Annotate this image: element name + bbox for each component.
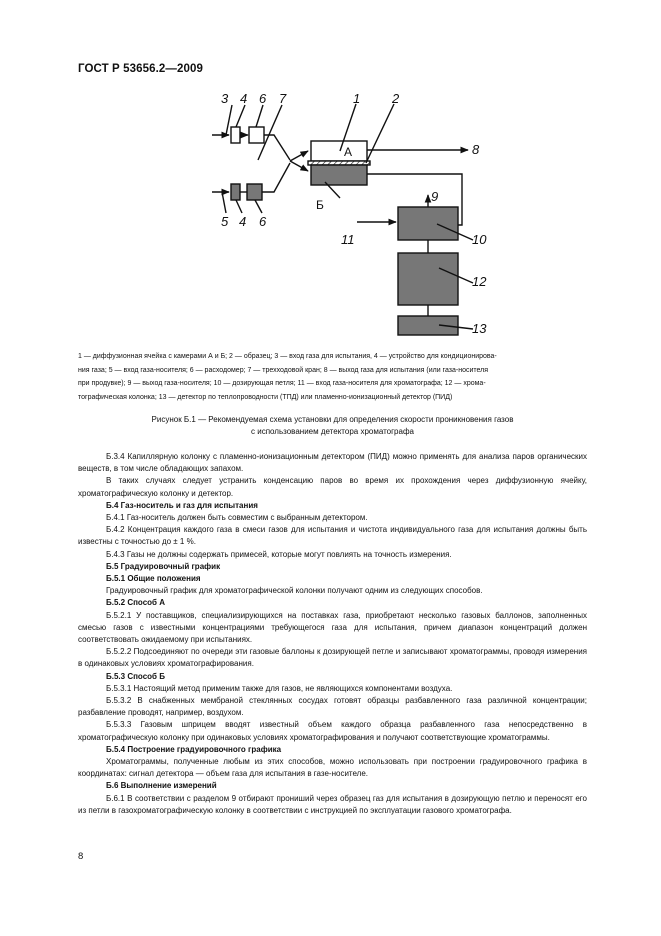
section-heading: Б.4 Газ-носитель и газ для испытания bbox=[106, 500, 258, 510]
section-heading: Б.5.1 Общие положения bbox=[106, 574, 201, 584]
flowmeter-top bbox=[249, 127, 264, 143]
conditioning-device-bottom bbox=[231, 184, 240, 200]
flowmeter-bottom bbox=[247, 184, 262, 200]
legend-line-4: тографическая колонка; 13 — детектор по теплопроводности (ТПД) или пламенно-ионизационный детектор (ПИД) bbox=[78, 393, 453, 401]
legend-line-3: при продувке); 9 — выход газа-носителя; 10 — дозирующая петля; 11 — вход газа-носителя для хроматографа; 12 — хрома- bbox=[78, 380, 486, 387]
section-heading: Б.6 Выполнение измерений bbox=[106, 781, 217, 791]
legend-line-1: 1 — диффузионная ячейка с камерами А и Б; 2 — образец; 3 — вход газа для испытания, 4 — устройство для кондиционирова- bbox=[78, 353, 497, 360]
label-7: 7 bbox=[279, 91, 287, 106]
label-2: 2 bbox=[392, 91, 400, 106]
section-heading: Б.5.2 Способ А bbox=[106, 598, 165, 608]
paragraph: В таких случаях следует устранить конденсацию паров во время их прохождения через диффузионную ячейку, хроматографическую колонку и детектор. bbox=[78, 476, 587, 498]
chamber-a-label: А bbox=[344, 145, 353, 159]
label-4-bottom: 4 bbox=[239, 214, 247, 229]
label-9: 9 bbox=[431, 189, 439, 204]
paragraph: Б.5.3.2 В снабженных мембраной стеклянных сосудах готовят образцы разбавленного газа различной концентрации; разбавление проводят, например, воздухом. bbox=[78, 696, 587, 718]
paragraph: Б.4.3 Газы не должны содержать примесей, которые могут повлиять на точность измерения. bbox=[106, 549, 452, 559]
label-4: 4 bbox=[240, 91, 248, 106]
conditioning-device-top bbox=[231, 127, 240, 143]
paragraph: Б.5.3.1 Настоящий метод применим также для газов, не являющихся компонентами воздуха. bbox=[106, 683, 453, 693]
paragraph: Градуировочный график для хроматографической колонки получают одним из следующих способов. bbox=[106, 586, 483, 596]
chamber-b-label: Б bbox=[316, 198, 324, 212]
page-number: 8 bbox=[78, 851, 84, 862]
label-11: 11 bbox=[341, 232, 355, 247]
document-header: ГОСТ Р 53656.2—2009 bbox=[78, 63, 203, 75]
label-8: 8 bbox=[472, 142, 480, 157]
label-6-bottom: 6 bbox=[259, 214, 267, 229]
label-6: 6 bbox=[259, 91, 267, 106]
caption-line-1: Рисунок Б.1 — Рекомендуемая схема установки для определения скорости проникновения газов bbox=[151, 415, 514, 424]
paragraph: Б.4.2 Концентрация каждого газа в смеси газов для испытания и чистота индивидуального газа для испытания должны быть известны с точностью до ± 1 %. bbox=[78, 525, 587, 547]
label-13: 13 bbox=[472, 321, 487, 336]
dosing-loop bbox=[398, 207, 458, 240]
chromatographic-column bbox=[398, 253, 458, 305]
section-heading: Б.5.3 Способ Б bbox=[106, 671, 165, 681]
caption-line-2: с использованием детектора хроматографа bbox=[251, 427, 414, 436]
body-text bbox=[78, 451, 587, 817]
label-1: 1 bbox=[353, 91, 361, 106]
label-5: 5 bbox=[221, 214, 229, 229]
figure-legend bbox=[78, 350, 587, 404]
schematic-diagram bbox=[0, 0, 661, 345]
chamber-a bbox=[311, 141, 367, 161]
section-heading: Б.5.4 Построение градуировочного графика bbox=[106, 744, 282, 754]
label-10: 10 bbox=[472, 232, 487, 247]
paragraph: Б.3.4 Капиллярную колонку с пламенно-ионизационным детектором (ПИД) можно применять для анализа паров органических веществ, в том числе обладающих запахом. bbox=[78, 452, 587, 474]
label-3: 3 bbox=[221, 91, 229, 106]
paragraph: Б.5.2.1 У поставщиков, специализирующихся на поставках газа, приобретают несколько газовых баллонов, заполненных смесью газов с известными концентрациями требующегося газа для испытания, причем диапазон концентраций должен соответствовать ожидаемому при испытаниях. bbox=[78, 610, 587, 645]
section-heading: Б.5 Градуировочный график bbox=[106, 561, 221, 571]
paragraph: Б.6.1 В соответствии с разделом 9 отбирают прониший через образец газ для испытания в дозирующую петлю и переносят его из петли в газохроматографическую колонку в соответствии с инструкцией по эксплуатации газового хроматографа. bbox=[78, 793, 587, 815]
legend-line-2: ния газа; 5 — вход газа-носителя; 6 — расходомер; 7 — трехходовой кран; 8 — выход газа для испытания (или газа-носителя bbox=[78, 366, 489, 374]
figure-caption bbox=[78, 414, 587, 438]
chamber-b bbox=[311, 165, 367, 185]
label-12: 12 bbox=[472, 274, 487, 289]
paragraph: Б.4.1 Газ-носитель должен быть совместим с выбранным детектором. bbox=[106, 513, 368, 523]
paragraph: Хроматограммы, полученные любым из этих способов, можно использовать при построении градуировочного графика в координатах: сигнал детектора — объем газа для испытания в газе-носителе. bbox=[78, 757, 587, 779]
paragraph: Б.5.2.2 Подсоединяют по очереди эти газовые баллоны к дозирующей петле и записывают хроматограммы, проводя измерения в одинаковых условиях хроматографирования. bbox=[78, 647, 587, 669]
paragraph: Б.5.3.3 Газовым шприцем вводят известный объем каждого образца разбавленного газа непосредственно в хроматографическую колонку при одинаковых условиях хроматографирования и получают соответствующие хроматограммы. bbox=[78, 720, 587, 742]
